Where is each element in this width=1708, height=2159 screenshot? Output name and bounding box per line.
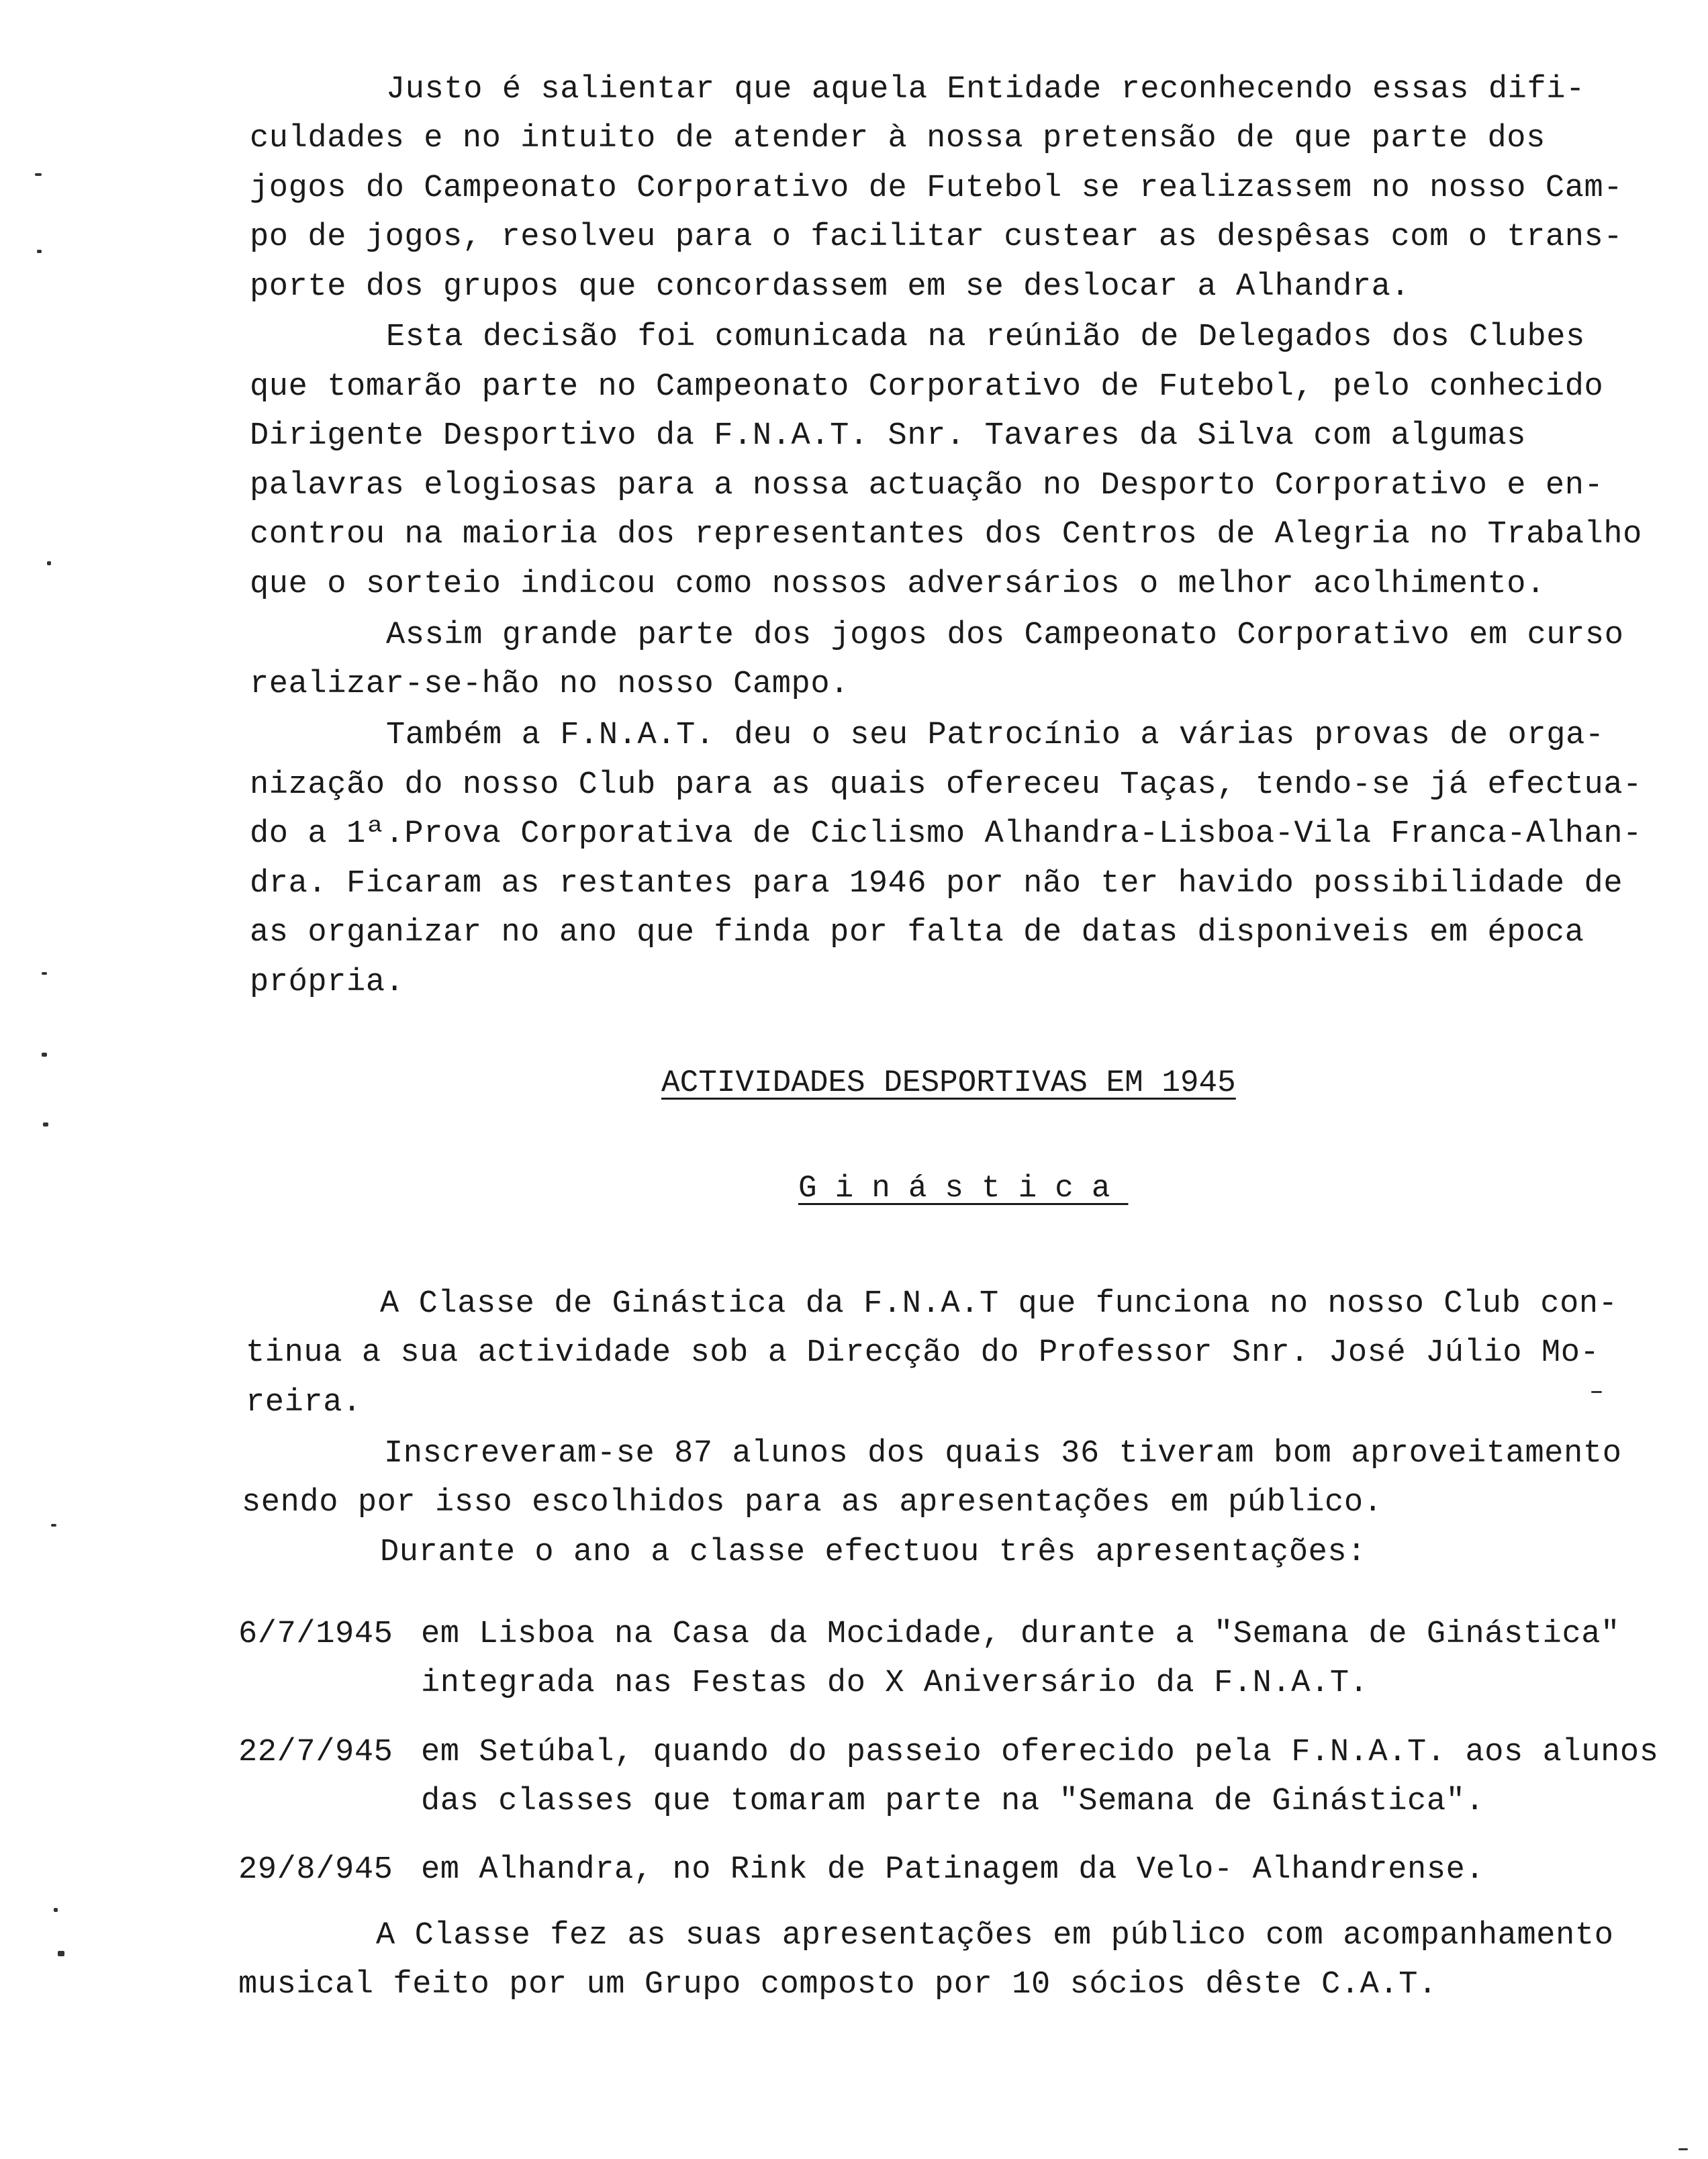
scan-speck xyxy=(42,1053,47,1057)
paragraph-4-line-6: própria. xyxy=(250,965,405,1000)
paragraph-1-line-2: culdades e no intuito de atender à nossa pretensão de que parte dos xyxy=(250,121,1546,156)
scan-speck xyxy=(51,1524,56,1527)
paragraph-2-line-2: que tomarão parte no Campeonato Corporativo de Futebol, pelo conhecido xyxy=(250,369,1604,405)
scan-speck xyxy=(1591,1391,1602,1393)
presentation-1-line-1: em Lisboa na Casa da Mocidade, durante a "Semana de Ginástica" xyxy=(421,1617,1620,1652)
paragraph-4-line-5: as organizar no ano que finda por falta de datas disponiveis em época xyxy=(250,915,1584,951)
paragraph-3-line-1: Assim grande parte dos jogos dos Campeonato Corporativo em curso xyxy=(386,618,1624,653)
scan-speck xyxy=(42,972,47,975)
sub-heading: Ginástica xyxy=(798,1171,1129,1206)
scan-speck xyxy=(43,1122,48,1126)
paragraph-4-line-4: dra. Ficaram as restantes para 1946 por não ter havido possibilidade de xyxy=(250,866,1623,902)
presentation-2-line-1: em Setúbal, quando do passeio oferecido pela F.N.A.T. aos alunos xyxy=(421,1735,1659,1770)
paragraph-1-line-1: Justo é salientar que aquela Entidade reconhecendo essas difi- xyxy=(386,72,1585,107)
paragraph-2-line-6: que o sorteio indicou como nossos adversários o melhor acolhimento. xyxy=(250,567,1546,602)
presentation-2-date: 22/7/945 xyxy=(238,1735,393,1770)
paragraph-7-line-1: Durante o ano a classe efectuou três apresentações: xyxy=(380,1535,1367,1570)
presentation-2-line-2: das classes que tomaram parte na "Semana de Ginástica". xyxy=(421,1784,1485,1819)
section-heading: ACTIVIDADES DESPORTIVAS EM 1945 xyxy=(661,1065,1236,1100)
paragraph-2-line-1: Esta decisão foi comunicada na reúnião de Delegados dos Clubes xyxy=(386,320,1585,355)
presentation-3-line-1: em Alhandra, no Rink de Patinagem da Velo- Alhandrense. xyxy=(421,1852,1485,1888)
paragraph-5-line-3: reira. xyxy=(246,1385,362,1421)
scan-speck xyxy=(47,561,51,565)
paragraph-8-line-1: A Classe fez as suas apresentações em público com acompanhamento xyxy=(376,1918,1614,1954)
scan-speck xyxy=(58,1951,64,1956)
paragraph-3-line-2: realizar-se-hão no nosso Campo. xyxy=(250,667,849,702)
paragraph-1-line-3: jogos do Campeonato Corporativo de Futebol se realizassem no nosso Cam- xyxy=(250,171,1623,206)
paragraph-6-line-2: sendo por isso escolhidos para as apresentações em público. xyxy=(242,1485,1383,1521)
paragraph-4-line-3: do a 1ª.Prova Corporativa de Ciclismo Alhandra-Lisboa-Vila Franca-Alhan- xyxy=(250,816,1642,852)
paragraph-1-line-4: po de jogos, resolveu para o facilitar custear as despêsas com o trans- xyxy=(250,220,1623,255)
paragraph-4-line-2: nização do nosso Club para as quais ofereceu Taças, tendo-se já efectua- xyxy=(250,767,1642,803)
presentation-1-date: 6/7/1945 xyxy=(238,1617,393,1652)
paragraph-5-line-2: tinua a sua actividade sob a Direcção do Professor Snr. José Júlio Mo- xyxy=(246,1335,1600,1371)
paragraph-2-line-4: palavras elogiosas para a nossa actuação no Desporto Corporativo e en- xyxy=(250,468,1604,503)
scan-speck xyxy=(1678,2148,1688,2150)
paragraph-1-line-5: porte dos grupos que concordassem em se deslocar a Alhandra. xyxy=(250,269,1411,305)
scan-speck xyxy=(37,250,42,253)
paragraph-2-line-3: Dirigente Desportivo da F.N.A.T. Snr. Tavares da Silva com algumas xyxy=(250,418,1527,454)
presentation-1-line-2: integrada nas Festas do X Aniversário da F.N.A.T. xyxy=(421,1666,1369,1701)
paragraph-8-line-2: musical feito por um Grupo composto por 10 sócios dêste C.A.T. xyxy=(238,1967,1437,2003)
presentation-3-date: 29/8/945 xyxy=(238,1852,393,1888)
paragraph-6-line-1: Inscreveram-se 87 alunos dos quais 36 tiveram bom aproveitamento xyxy=(384,1436,1622,1472)
scan-speck xyxy=(54,1908,58,1912)
paragraph-4-line-1: Também a F.N.A.T. deu o seu Patrocínio a várias provas de orga- xyxy=(386,718,1605,753)
paragraph-2-line-5: controu na maioria dos representantes dos Centros de Alegria no Trabalho xyxy=(250,517,1642,553)
paragraph-5-line-1: A Classe de Ginástica da F.N.A.T que funciona no nosso Club con- xyxy=(380,1286,1618,1322)
scan-speck xyxy=(35,173,42,176)
